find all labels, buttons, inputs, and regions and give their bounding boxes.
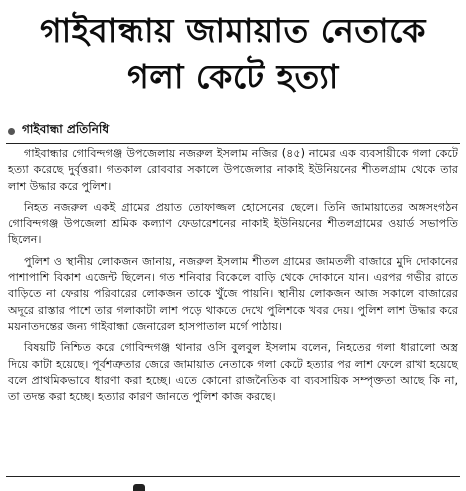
cut-off-mark bbox=[133, 484, 145, 491]
headline-line-1: গাইবান্ধায় জামায়াত নেতাকে bbox=[40, 11, 426, 50]
article-paragraph: বিষয়টি নিশ্চিত করে গোবিন্দগঞ্জ থানার ওসি বুলবুল ইসলাম বলেন, নিহতের গলা ধারালো অস্ত্র দিয়ে কাটা হয়েছে। পূর্বশত্রুতার জেরে জামায়াত নেতাকে গলা কেটে হত্যার পর লাশ ফেলে রাখা হয়েছে বলে প্রাথমিকভাবে ধারণা করা হচ্ছে। এতে কোনো রাজনৈতিক বা ব্যবসায়িক সম্পৃক্ততা আছে কি না, তা তদন্ত করা হচ্ছে। হত্যার কারণ জানতে পুলিশ কাজ করছে। bbox=[8, 341, 458, 404]
headline-line-2: গলা কেটে হত্যা bbox=[127, 57, 339, 96]
bullet-icon bbox=[8, 128, 15, 135]
article-body bbox=[8, 146, 458, 410]
byline-divider bbox=[6, 143, 460, 144]
article-paragraph: পুলিশ ও স্থানীয় লোকজন জানায়, নজরুল ইসলাম শীতল গ্রামের জামতলী বাজারে মুদি দোকানের পাশাপাশি বিকাশ এজেন্ট ছিলেন। গত শনিবার বিকেলে বাড়ি থেকে দোকানে যান। এরপর গভীর রাতে বাড়িতে না ফেরায় পরিবারের লোকজন তাকে খুঁজে পায়নি। স্থানীয় লোকজন আজ সকালে বাজারের অদূরে রাস্তার পাশে তার গলাকাটা লাশ পড়ে থাকতে দেখে পুলিশকে খবর দেয়। পুলিশ লাশ উদ্ধার করে ময়নাতদন্তের জন্য গাইবান্ধা জেনারেল হাসপাতাল মর্গে পাঠায়। bbox=[8, 254, 458, 333]
article-paragraph: নিহত নজরুল একই গ্রামের প্রয়াত তোফাজ্জল হোসেনের ছেলে। তিনি জামায়াতের অঙ্গসংগঠন গোবিন্দগঞ্জ উপজেলা শ্রমিক কল্যাণ ফেডারেশনের নাকাই ইউনিয়নের শীতলগ্রামের ওয়ার্ড সভাপতি ছিলেন। bbox=[8, 200, 458, 247]
bottom-divider bbox=[6, 476, 460, 477]
byline bbox=[8, 122, 109, 140]
headline bbox=[0, 8, 466, 100]
byline-text: গাইবান্ধা প্রতিনিধি bbox=[22, 122, 110, 136]
article-paragraph: গাইবান্ধার গোবিন্দগঞ্জ উপজেলায় নজরুল ইসলাম নজির (৪৫) নামের এক ব্যবসায়ীকে গলা কেটে হত্যা করেছে দুর্বৃত্তরা। গতকাল রোববার সকালে উপজেলার নাকাই ইউনিয়নের শীতলগ্রাম থেকে তার লাশ উদ্ধার করে পুলিশ। bbox=[8, 147, 458, 193]
